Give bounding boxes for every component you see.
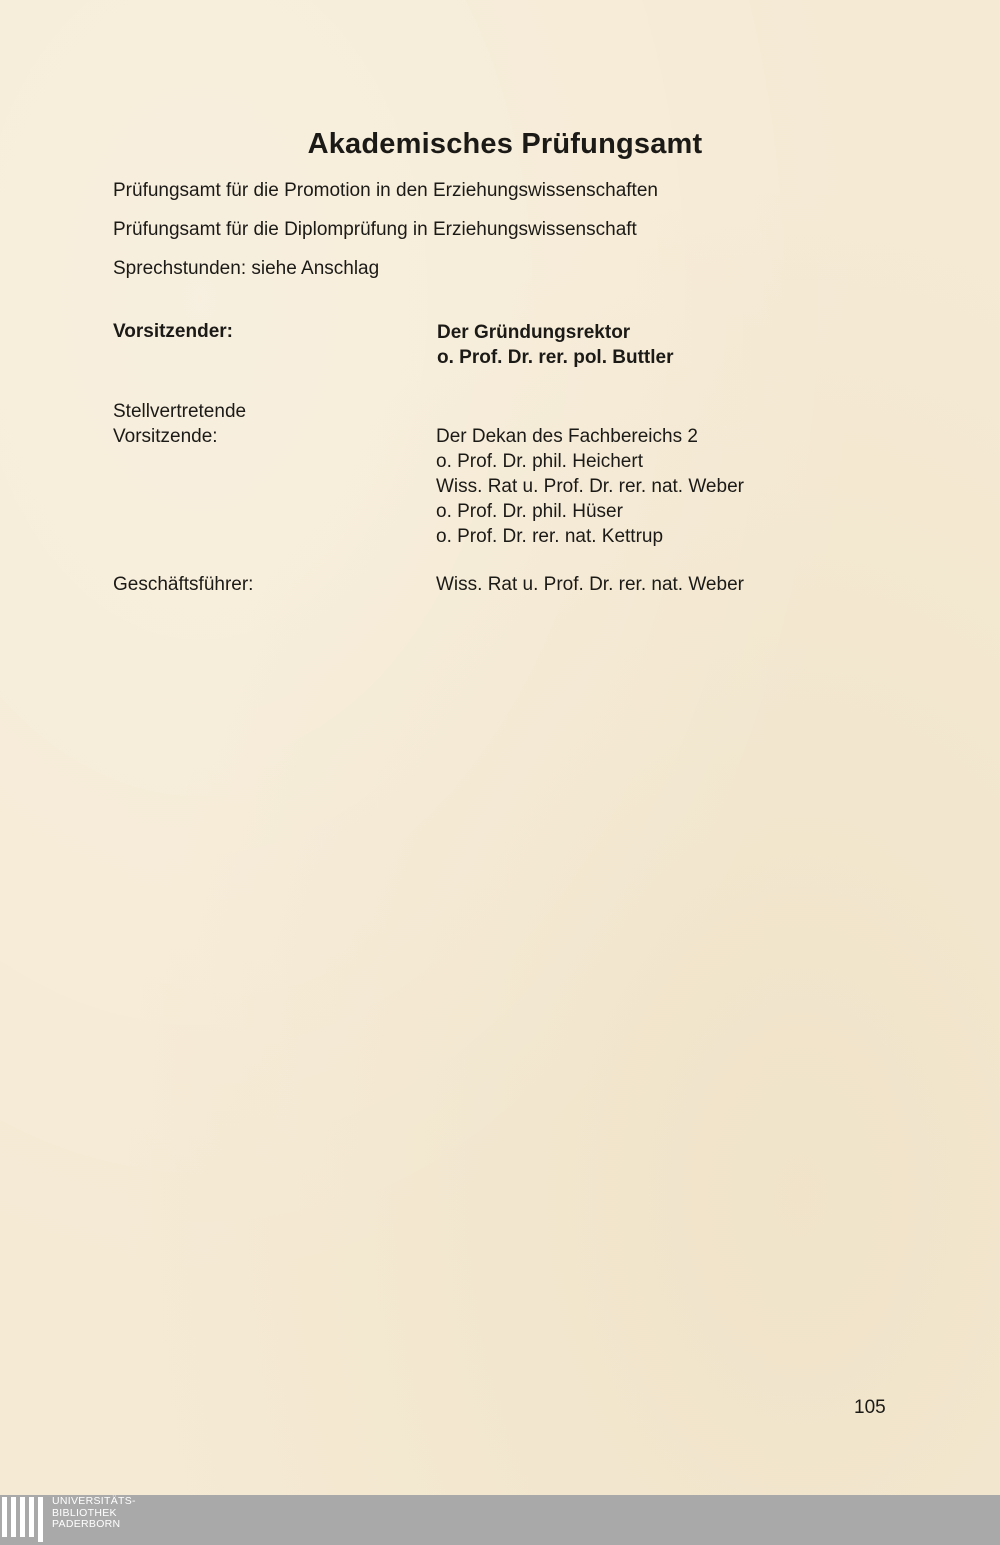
library-logo-line: BIBLIOTHEK xyxy=(52,1506,117,1519)
managing-director-label xyxy=(113,572,253,597)
intro-line-diplom: Prüfungsamt für die Diplomprüfung in Erziehungswissenschaft xyxy=(113,219,637,240)
deputy-chair-line: o. Prof. Dr. phil. Hüser xyxy=(436,501,623,522)
managing-director-value xyxy=(436,572,744,597)
deputy-chairs-value xyxy=(436,424,744,549)
library-logo-line: UNIVERSITÄTS- xyxy=(52,1495,136,1507)
chairman-value-line: o. Prof. Dr. rer. pol. Buttler xyxy=(437,347,674,368)
deputy-chair-line: Der Dekan des Fachbereichs 2 xyxy=(436,426,698,447)
page-number: 105 xyxy=(854,1397,886,1418)
page-title: Akademisches Prüfungsamt xyxy=(307,128,703,160)
deputy-chair-line: o. Prof. Dr. phil. Heichert xyxy=(436,451,643,472)
library-logo-text xyxy=(52,1496,136,1531)
deputy-chairs-label-line: Stellvertretende xyxy=(113,401,247,422)
deputy-chairs-label-line: Vorsitzende: xyxy=(113,426,218,447)
library-logo-dot xyxy=(38,1537,43,1542)
chairman-label-line: Vorsitzender: xyxy=(113,321,234,342)
intro-line-office-hours: Sprechstunden: siehe Anschlag xyxy=(113,258,380,279)
chairman-value-line: Der Gründungsrektor xyxy=(437,322,631,343)
deputy-chair-line: o. Prof. Dr. rer. nat. Kettrup xyxy=(436,526,664,547)
intro-line-promotion: Prüfungsamt für die Promotion in den Erziehungswissenschaften xyxy=(113,180,658,201)
chairman-value xyxy=(437,320,673,370)
library-footer xyxy=(0,1495,1000,1545)
deputy-chair-line: Wiss. Rat u. Prof. Dr. rer. nat. Weber xyxy=(436,476,744,497)
chairman-label xyxy=(113,319,233,344)
deputy-chairs-label xyxy=(113,399,246,449)
managing-director-value-line: Wiss. Rat u. Prof. Dr. rer. nat. Weber xyxy=(436,574,744,595)
library-logo-line: PADERBORN xyxy=(52,1518,121,1530)
managing-director-label-line: Geschäftsführer: xyxy=(113,574,254,595)
